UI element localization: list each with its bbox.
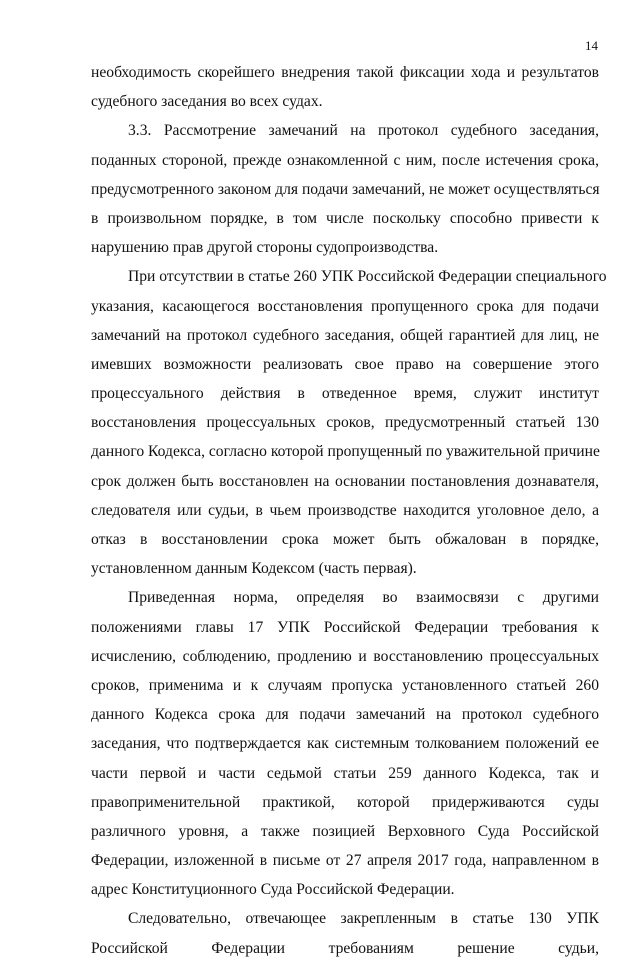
text-line: правоприменительной практикой, которой придерживаются суды [91, 793, 599, 811]
text-line: поданных стороной, прежде ознакомленной с ним, после истечения срока, [91, 151, 599, 169]
text-line: 3.3. Рассмотрение замечаний на протокол судебного заседания, [128, 122, 599, 140]
text-line: указания, касающегося восстановления пропущенного срока для подачи [91, 297, 599, 315]
text-line: срок должен быть восстановлен на основании постановления дознавателя, [91, 472, 599, 490]
text-line: данного Кодекса, согласно которой пропущенный по уважительной причине [91, 443, 600, 461]
text-line: предусмотренного законом для подачи замечаний, не может осуществляться [91, 180, 600, 198]
paragraph [91, 583, 599, 904]
text-line: имевших возможности реализовать свое право на совершение этого [91, 355, 599, 373]
text-line: положениями главы 17 УПК Российской Федерации требования к [91, 618, 599, 636]
text-line: Российской Федерации требованиям решение судьи, [91, 939, 599, 957]
text-line: При отсутствии в статье 260 УПК Российской Федерации специального [128, 268, 607, 286]
text-line: необходимость скорейшего внедрения такой фиксации хода и результатов [91, 64, 599, 81]
text-line: нарушению прав другой стороны судопроизводства. [91, 239, 439, 257]
text-line: исчислению, соблюдению, продлению и восстановлению процессуальных [91, 647, 599, 665]
text-line: различного уровня, а также позицией Верховного Суда Российской [91, 822, 599, 840]
text-line: замечаний на протокол судебного заседания, общей гарантией для лиц, не [91, 326, 599, 344]
text-line: следователя или судьи, в чьем производстве находится уголовное дело, а [91, 501, 599, 519]
text-line: адрес Конституционного Суда Российской Федерации. [91, 881, 455, 899]
paragraph [91, 116, 599, 262]
text-line: установленном данным Кодексом (часть первая). [91, 560, 417, 578]
paragraph [91, 58, 599, 116]
paragraph [91, 904, 599, 962]
text-line: в произвольном порядке, в том числе поскольку способно привести к [91, 209, 599, 227]
text-line: Приведенная норма, определяя во взаимосвязи с другими [128, 589, 599, 607]
text-line: заседания, что подтверждается как системным толкованием положений ее [91, 735, 599, 753]
page-number: 14 [585, 38, 598, 53]
text-line: процессуального действия в отведенное время, служит институт [91, 385, 599, 403]
document-body [91, 58, 607, 963]
paragraph [91, 262, 607, 583]
text-line: части первой и части седьмой статьи 259 данного Кодекса, так и [91, 764, 599, 782]
text-line: данного Кодекса срока для подачи замечаний на протокол судебного [91, 706, 599, 724]
text-line: судебного заседания во всех судах. [91, 93, 323, 111]
text-line: отказ в восстановлении срока может быть обжалован в порядке, [91, 531, 599, 548]
text-line: Следовательно, отвечающее закрепленным в статье 130 УПК [128, 910, 599, 928]
text-line: сроков, применима и к случаям пропуска установленного статьей 260 [91, 676, 599, 694]
text-line: восстановления процессуальных сроков, предусмотренный статьей 130 [91, 414, 599, 432]
text-line: Федерации, изложенной в письме от 27 апреля 2017 года, направленном в [91, 852, 599, 870]
